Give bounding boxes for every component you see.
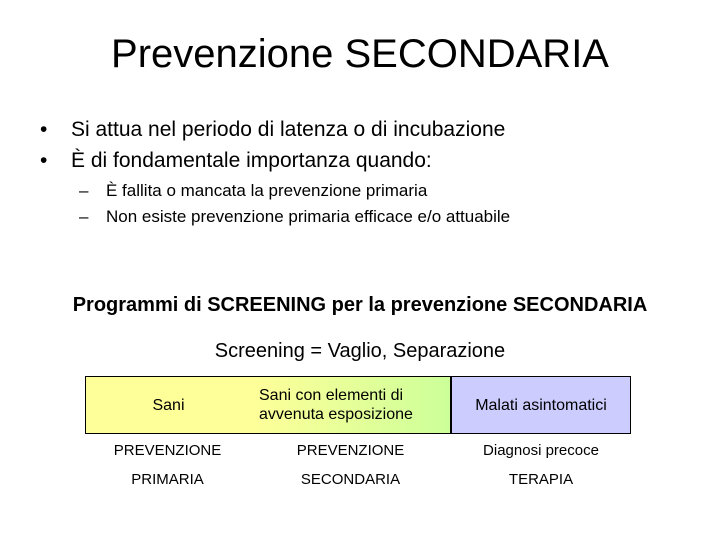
- page-title: Prevenzione SECONDARIA: [111, 32, 609, 76]
- cell-primary-prevention: PREVENZIONE: [113, 442, 222, 459]
- exposed-healthy-label: Sani con elementi di avvenuta esposizione: [259, 387, 413, 423]
- cell-terapia: TERAPIA: [508, 471, 574, 488]
- cell-early-diagnosis: Diagnosi precoce: [483, 442, 599, 459]
- healthy-label: Sani: [152, 396, 185, 414]
- screening-programs-heading: Programmi di SCREENING per la prevenzione SECONDARIA: [72, 294, 648, 316]
- healthy-population-bar: [85, 376, 451, 434]
- bullet-list: [40, 116, 505, 178]
- asymptomatic-label: Malati asintomatici: [475, 396, 607, 414]
- sub-bullet-item: – Non esiste prevenzione primaria efficace e/o attuabile: [79, 206, 510, 228]
- bullet-item: • È di fondamentale importanza quando:: [40, 147, 505, 175]
- sub-bullet-list: [79, 180, 510, 232]
- prevention-row-1: [85, 441, 631, 461]
- cell-secondary-prevention: PREVENZIONE: [296, 442, 405, 459]
- asymptomatic-patients-box: [451, 376, 631, 434]
- cell-secondaria: SECONDARIA: [300, 471, 401, 488]
- bullet-item: • Si attua nel periodo di latenza o di incubazione: [40, 116, 505, 144]
- sub-bullet-item: – È fallita o mancata la prevenzione primaria: [79, 180, 510, 202]
- cell-primaria: PRIMARIA: [131, 471, 204, 488]
- prevention-row-2: [85, 470, 631, 490]
- screening-definition: Screening = Vaglio, Separazione: [214, 340, 506, 362]
